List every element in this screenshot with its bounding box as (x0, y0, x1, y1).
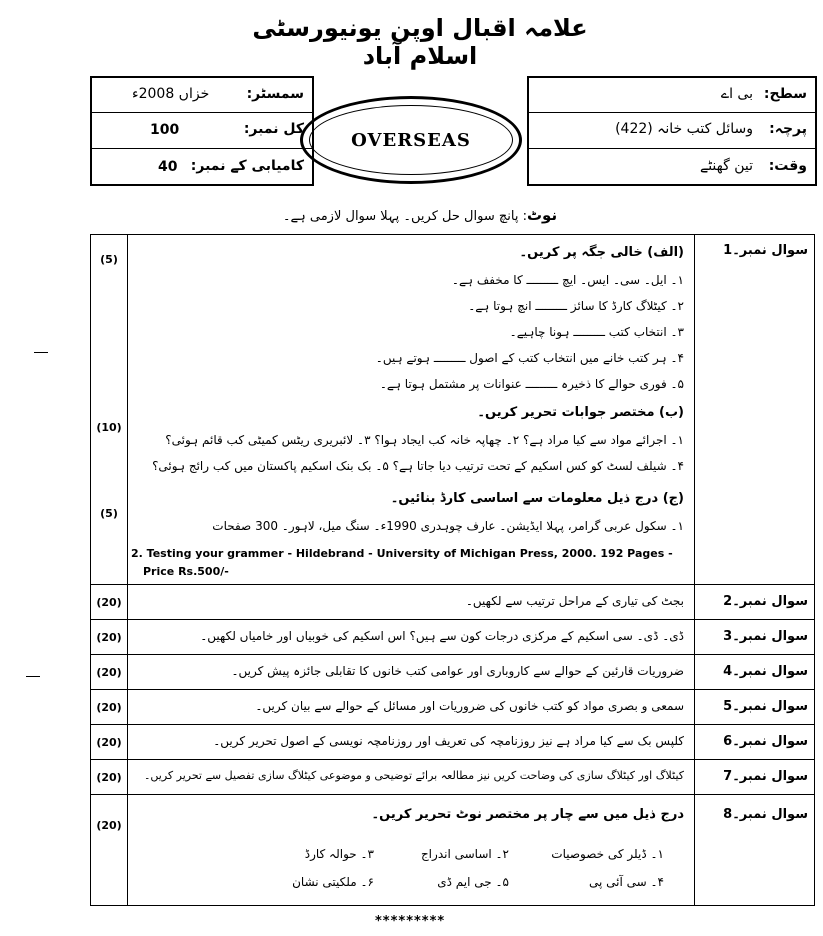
header-right-box (527, 76, 817, 186)
question-8-text: درج ذیل میں سے چار پر مختصر نوٹ تحریر کریں۔ (371, 807, 684, 822)
q1a-item-3: ۳۔ انتخاب کتب ـــــــــ ہونا چاہیے۔ (509, 325, 684, 339)
overseas-stamp (300, 96, 522, 184)
semester-label: سمسٹر: (246, 86, 304, 102)
q1a-marks: (5) (100, 253, 118, 266)
q8-item-5: ۵۔ جی ایم ڈی (437, 875, 509, 889)
question-6-text: کلپس بک سے کیا مراد ہے نیز روزنامچہ کی تعریف اور روزنامچہ نویسی کے اصول تحریر کریں۔ (213, 734, 684, 748)
q8-item-6: ۶۔ ملکیتی نشان (292, 875, 374, 889)
total-marks-label: کل نمبر: (243, 121, 304, 137)
note-text: : پانچ سوال حل کریں۔ پہلا سوال لازمی ہے۔ (282, 209, 527, 224)
question-6-marks: (20) (96, 736, 122, 749)
q1c-english-line-1: 2. Testing your grammer - Hildebrand - University of Michigan Press, 2000. 192 Pages - (131, 547, 673, 560)
q1c-item-1: ۱۔ سکول عربی گرامر، پہلا ایڈیشن۔ عارف چوہدری 1990ء۔ سنگ میل، لاہور۔ 300 صفحات (212, 519, 684, 533)
question-2-label: سوال نمبر۔2 (723, 594, 808, 609)
question-7-label: سوال نمبر۔7 (723, 769, 808, 784)
question-4-text: ضروریات قارئین کے حوالے سے کاروباری اور عوامی کتب خانوں کا تقابلی جائزہ پیش کریں۔ (231, 664, 684, 678)
level-label: سطح: (763, 86, 807, 102)
q1b-item-1: ۱۔ اجرائے مواد سے کیا مراد ہے؟ ۲۔ چھاپہ خانہ کب ایجاد ہوا؟ ۳۔ لائبریری ریٹس کمیٹی کب قائم ہوئی؟ (165, 433, 684, 447)
paper-label: پرچہ: (769, 121, 807, 137)
q1b-marks: (10) (96, 421, 122, 434)
q1a-item-5: ۵۔ فوری حوالے کا ذخیرہ ـــــــــ عنوانات پر مشتمل ہوتا ہے۔ (379, 377, 684, 391)
question-5-label: سوال نمبر۔5 (723, 699, 808, 714)
footer-stars: ********* (375, 914, 446, 929)
question-3-text: ڈی۔ ڈی۔ سی اسکیم کے مرکزی درجات کون سے ہیں؟ اس اسکیم کی خوبیاں اور خامیاں لکھیں۔ (200, 629, 684, 643)
question-4-label: سوال نمبر۔4 (723, 664, 808, 679)
level-value: بی اے (720, 86, 753, 102)
q8-item-1: ۱۔ ڈیلر کی خصوصیات (551, 847, 664, 861)
pass-marks-label: کامیابی کے نمبر: (190, 158, 304, 174)
question-3-label: سوال نمبر۔3 (723, 629, 808, 644)
question-7-text: کیٹلاگ اور کیٹلاگ سازی کی وضاحت کریں نیز مطالعہ برائے توضیحی و موضوعی کیٹلاگ سازی تفصیل سے تحریر کریں۔ (143, 769, 684, 782)
q1a-item-1: ۱۔ ایل۔ سی۔ ایس۔ ایچ ـــــــــ کا مخفف ہے۔ (451, 273, 684, 287)
question-4-marks: (20) (96, 666, 122, 679)
time-value: تین گھنٹے (700, 158, 753, 174)
question-7-marks: (20) (96, 771, 122, 784)
header-left-box (90, 76, 314, 186)
margin-mark (34, 352, 48, 353)
semester-value: خزاں 2008ء (132, 86, 210, 102)
question-6-label: سوال نمبر۔6 (723, 734, 808, 749)
pass-marks-value: 40 (158, 159, 178, 175)
question-5-marks: (20) (96, 701, 122, 714)
q8-item-2: ۲۔ اساسی اندراج (420, 847, 509, 861)
q1a-heading: (الف) خالی جگہ پر کریں۔ (519, 245, 684, 260)
q8-item-4: ۴۔ سی آئی پی (588, 875, 664, 889)
q1c-marks: (5) (100, 507, 118, 520)
q8-item-3: ۳۔ حوالہ کارڈ (304, 847, 374, 861)
question-2-text: بجٹ کی تیاری کے مراحل ترتیب سے لکھیں۔ (465, 594, 684, 608)
q1b-heading: (ب) مختصر جوابات تحریر کریں۔ (477, 405, 684, 420)
question-8-label: سوال نمبر۔8 (723, 807, 808, 822)
question-8-marks: (20) (96, 819, 122, 832)
margin-mark (26, 676, 40, 677)
time-label: وقت: (768, 158, 807, 174)
question-2-marks: (20) (96, 596, 122, 609)
q1c-english-line-2: Price Rs.500/- (143, 565, 229, 578)
q1c-heading: (ج) درج ذیل معلومات سے اساسی کارڈ بنائیں۔ (390, 491, 684, 506)
question-1-label: سوال نمبر۔1 (723, 243, 808, 258)
total-marks-value: 100 (150, 122, 180, 138)
question-5-text: سمعی و بصری مواد کو کتب خانوں کی ضروریات اور مسائل کے حوالے سے بیان کریں۔ (255, 699, 684, 713)
q1a-item-2: ۲۔ کیٹلاگ کارڈ کا سائز ـــــــــ انچ ہوتا ہے۔ (468, 299, 684, 313)
note-label: نوٹ (526, 206, 558, 224)
stamp-text: OVERSEAS (351, 129, 471, 151)
questions-table (90, 234, 815, 906)
instructions-note (250, 206, 590, 224)
university-title: علامہ اقبال اوپن یونیورسٹی اسلام آباد (252, 14, 588, 70)
paper-value: وسائل کتب خانہ (422) (615, 121, 753, 137)
q1a-item-4: ۴۔ ہر کتب خانے میں انتخاب کتب کے اصول ـــــــــ ہوتے ہیں۔ (375, 351, 684, 365)
question-3-marks: (20) (96, 631, 122, 644)
q1b-item-2: ۴۔ شیلف لسٹ کو کس اسکیم کے تحت ترتیب دیا جاتا ہے؟ ۵۔ بک بنک اسکیم پاکستان میں کب رائج ہوئی؟ (152, 459, 684, 473)
